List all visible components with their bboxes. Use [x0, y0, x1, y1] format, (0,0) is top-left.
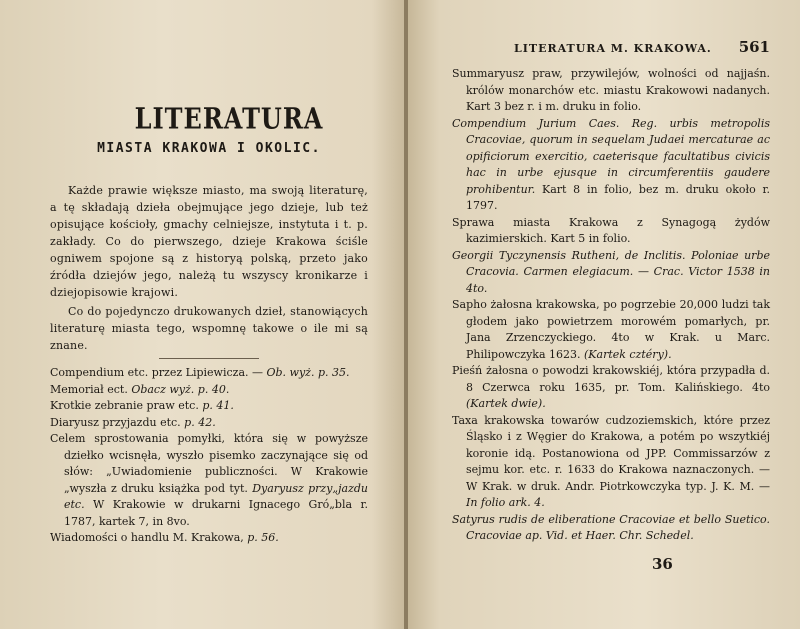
- running-header: [452, 38, 770, 56]
- entry-text: Kart 8 in folio, bez m. druku około r. 1797.: [466, 182, 770, 212]
- entry-italic-text: Dyaryusz przy„jazdu etc.: [64, 481, 369, 511]
- bibliography-entry: [50, 382, 368, 399]
- entry-italic-text: Georgii Tyczynensis Rutheni, de Inclitis. Poloniae urbe Cracovia. Carmen elegiacum. — Crac. Victor 1538 in 4to.: [452, 248, 770, 295]
- paragraph: Każde prawie większe miasto, ma swoją literaturę, a tę składają dzieła obejmujące jego dzieje, lub też opisujące kościoły, gmachy celniejsze, instytuta i t. p. zakłady. Co do pierwszego, dzieje Krakowa ściśle ogniwem spojone są z historyą polską, przeto jako źródła dziejów jego, należą tu wszyscy kronikarze i dziejopisowie krajowi.: [50, 184, 368, 299]
- bibliography-entry: [452, 248, 770, 298]
- entry-italic-text: (Kartek cztéry).: [584, 347, 672, 361]
- entry-text: W Krakowie w drukarni Ignacego Gró„bla r. 1787, kartek 7, in 8vo.: [64, 498, 368, 528]
- entry-text: Sapho żałosna krakowska, po pogrzebie 20,000 ludzi tak głodem jako powietrzem morowém pomarłych, pr. Jana Zrzenczyckiego. 4to w Krak. u Marc. Philipowczyka 1623.: [452, 298, 770, 361]
- entry-italic-text: p. 56.: [247, 531, 279, 544]
- bibliography-entry: [452, 297, 770, 363]
- entry-text: Celem sprostowania pomyłki, która się w powyższe dziełko wcisnęła, wyszło pisemko zaczynające się od słów: „Uwiadomienie publiczności. W Krakowie „wyszła z druku książka pod tyt.: [50, 432, 368, 495]
- bibliography-entry: [50, 431, 368, 530]
- bibliography-entry: [452, 512, 770, 545]
- entry-text: Diaryusz przyjazdu etc.: [50, 415, 185, 429]
- bibliography-entry: [50, 415, 368, 432]
- bibliography-list: [452, 66, 770, 545]
- bibliography-entry: [452, 215, 770, 248]
- entry-text: Memoriał ect.: [50, 382, 132, 396]
- bibliography-entry: [452, 116, 770, 215]
- bibliography-entry: [50, 398, 368, 415]
- entry-text: Wiadomości o handlu M. Krakowa,: [50, 531, 248, 544]
- entry-italic-text: Ob. wyż. p. 35.: [266, 366, 350, 379]
- entry-text: Krotkie zebranie praw etc.: [50, 399, 203, 412]
- entry-text: Taxa krakowska towarów cudzoziemskich, które przez Śląsko i z Węgier do Krakowa, a potém po wszytkiéj koronie idą. Postanowiona od JPP. Commissarzów z sejmu kor. etc. r. 1633 do Krakowa naznaczonych. — W Krak. w druk. Andr. Piotrkowczyka typ. J. K. M. —: [452, 413, 770, 493]
- entry-italic-text: p. 41.: [202, 399, 234, 412]
- right-page: [408, 0, 800, 629]
- entry-text: Compendium etc. przez Lipiewicza. —: [50, 366, 267, 379]
- bibliography-entry: [452, 66, 770, 116]
- running-title: LITERATURA M. KRAKOWA.: [514, 42, 712, 55]
- entry-italic-text: Compendium Jurium Caes. Reg. urbis metropolis Cracoviae, quorum in sequelam Judaei mercaturae ac opificiorum exercitio, caeterisque facultatibus civicis hac in urbe ejusque in circumferentiis gaudere prohibentur.: [452, 116, 770, 196]
- bibliography-entry: [452, 363, 770, 413]
- entry-italic-text: Satyrus rudis de eliberatione Cracoviae et bello Suetico. Cracoviae ap. Vid. et Haer. Chr. Schedel.: [452, 512, 770, 542]
- signature-mark: 36: [652, 555, 673, 573]
- bibliography-entry: [50, 530, 368, 547]
- bibliography-entry: [452, 413, 770, 512]
- entry-text: Pieśń żałosna o powodzi krakowskiéj, która przypadła d. 8 Czerwca roku 1635, pr. Tom. Kalińskiego. 4to: [452, 364, 770, 394]
- intro-text: [50, 182, 368, 354]
- entry-text: Summaryusz praw, przywilejów, wolności od najjaśn. królów monarchów etc. miastu Krakowowi nadanych. Kart 3 bez r. i m. druku in folio.: [452, 67, 770, 113]
- entry-text: Sprawa miasta Krakowa z Synagogą żydów kazimierskich. Kart 5 in folio.: [452, 215, 770, 245]
- page-title: LITERATURA: [134, 101, 324, 136]
- bibliography-list: [50, 365, 368, 547]
- entry-italic-text: Obacz wyż. p. 40.: [131, 382, 230, 396]
- page-subtitle: MIASTA KRAKOWA I OKOLIC.: [97, 141, 321, 156]
- entry-italic-text: (Kartek dwie).: [466, 397, 546, 410]
- entry-italic-text: In folio ark. 4.: [466, 496, 545, 509]
- divider: [159, 358, 259, 359]
- page-number: 561: [738, 38, 770, 56]
- paragraph: Co do pojedynczo drukowanych dzieł, stanowiących literaturę miasta tego, wspomnę takowe o ile mi są znane.: [50, 305, 368, 352]
- bibliography-entry: [50, 365, 368, 382]
- entry-italic-text: p. 42.: [184, 415, 216, 429]
